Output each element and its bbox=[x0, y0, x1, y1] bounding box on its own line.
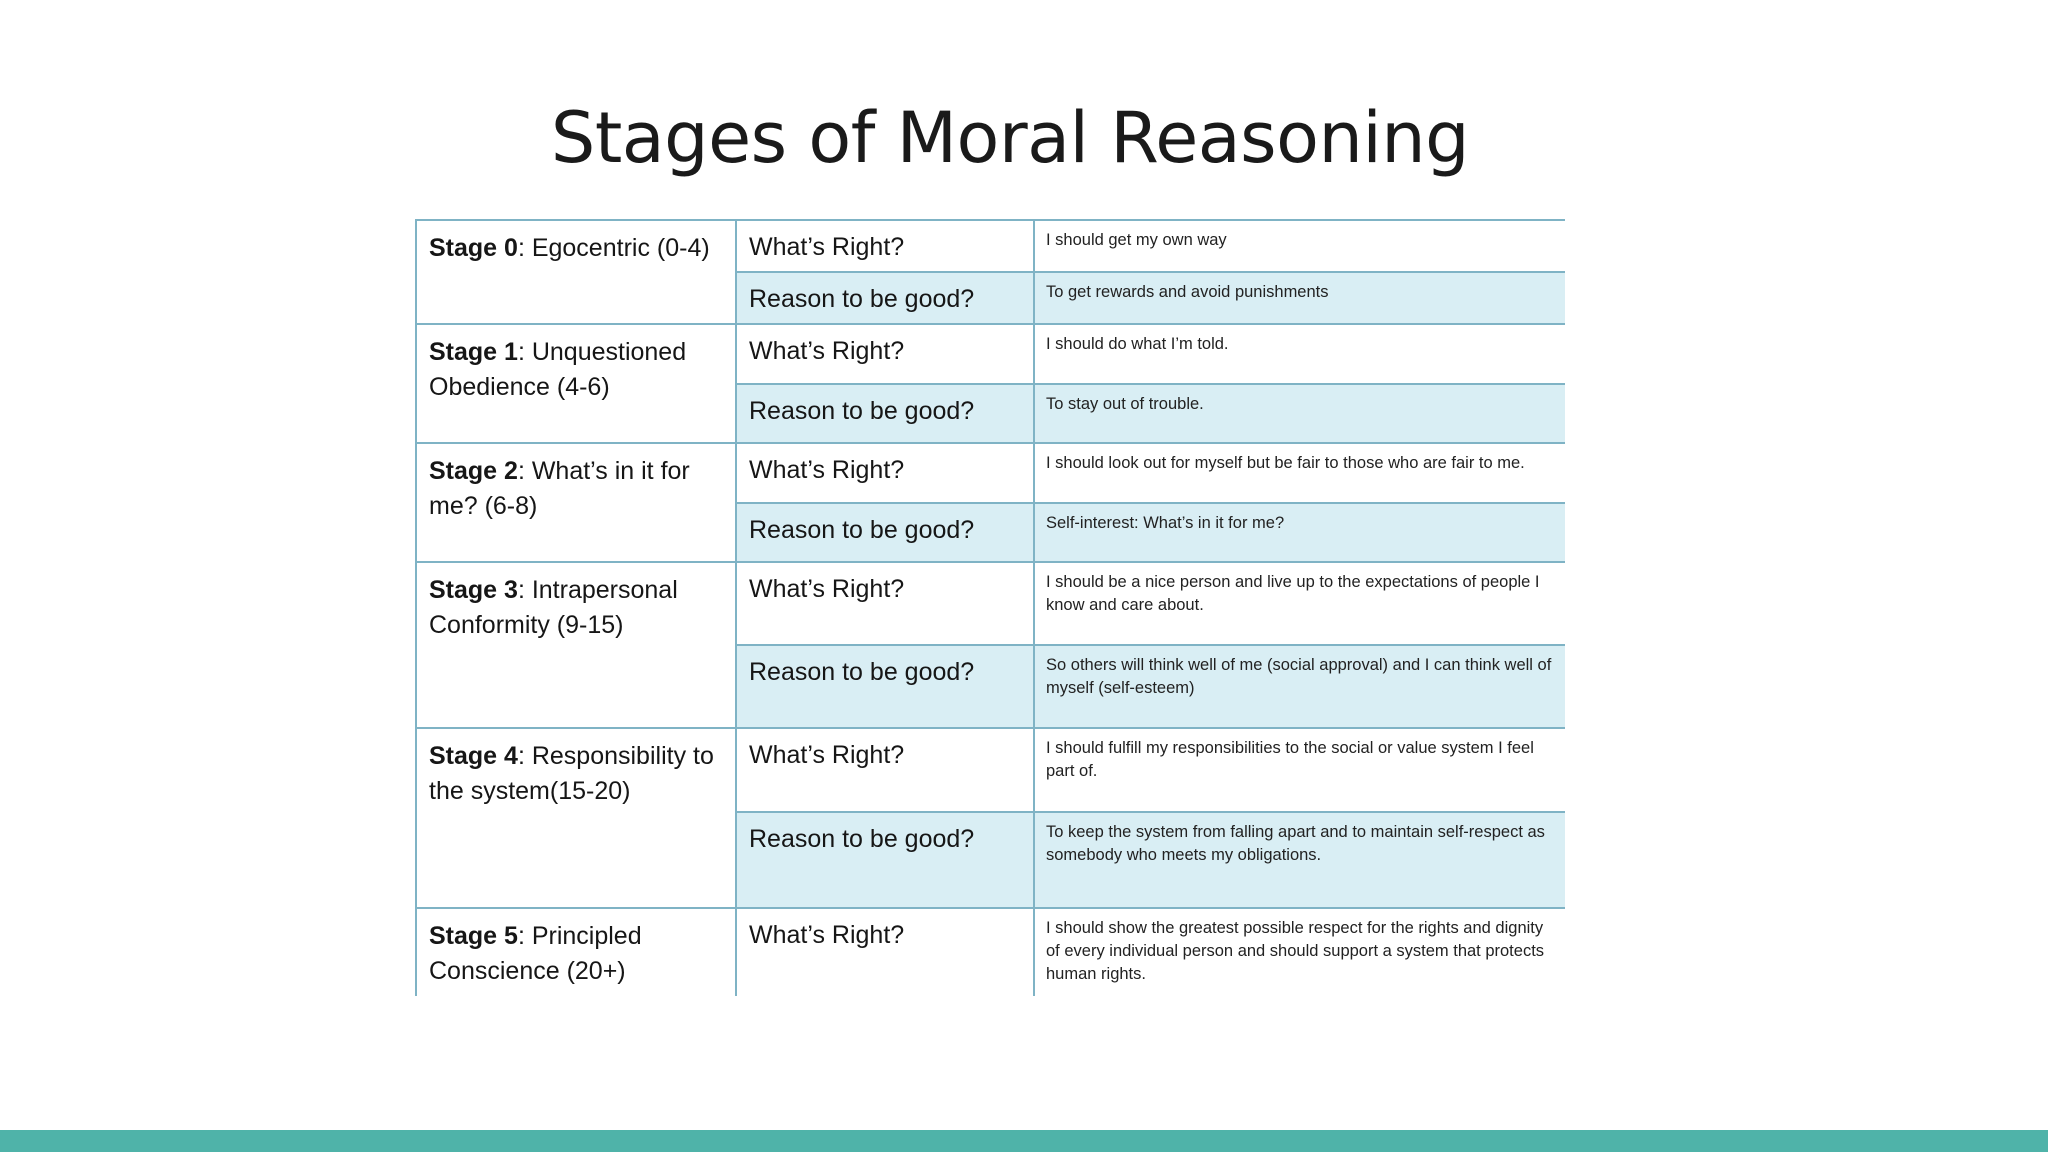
stage-number: Stage 1 bbox=[429, 338, 518, 366]
stage-description: : Responsibility to the system(15-20) bbox=[429, 742, 714, 805]
whats-right-text: I should get my own way bbox=[1034, 220, 1565, 272]
whats-right-text: I should show the greatest possible respect for the rights and dignity of every individual person and should support a system that protects human rights. bbox=[1034, 908, 1565, 996]
table-row bbox=[416, 324, 1565, 384]
accent-bar bbox=[0, 1130, 2048, 1152]
stage-number: Stage 2 bbox=[429, 457, 518, 485]
whats-right-label: What’s Right? bbox=[736, 562, 1034, 645]
reason-text: So others will think well of me (social approval) and I can think well of myself (self-esteem) bbox=[1034, 645, 1565, 728]
reason-text: Self-interest: What’s in it for me? bbox=[1034, 503, 1565, 562]
whats-right-label: What’s Right? bbox=[736, 220, 1034, 272]
table-row bbox=[416, 443, 1565, 503]
reason-text: To keep the system from falling apart and to maintain self-respect as somebody who meets my obligations. bbox=[1034, 812, 1565, 908]
reason-label: Reason to be good? bbox=[736, 272, 1034, 324]
whats-right-text: I should be a nice person and live up to the expectations of people I know and care about. bbox=[1034, 562, 1565, 645]
moral-reasoning-table bbox=[415, 219, 1565, 996]
reason-label: Reason to be good? bbox=[736, 812, 1034, 908]
stage-cell bbox=[416, 908, 736, 996]
whats-right-text: I should fulfill my responsibilities to the social or value system I feel part of. bbox=[1034, 728, 1565, 812]
stage-cell bbox=[416, 443, 736, 562]
stage-cell bbox=[416, 324, 736, 443]
stage-description: : Intrapersonal Conformity (9-15) bbox=[429, 576, 678, 639]
table-row bbox=[416, 220, 1565, 272]
stage-number: Stage 3 bbox=[429, 576, 518, 604]
reason-label: Reason to be good? bbox=[736, 503, 1034, 562]
stage-description: : What’s in it for me? (6-8) bbox=[429, 457, 690, 520]
whats-right-text: I should look out for myself but be fair to those who are fair to me. bbox=[1034, 443, 1565, 503]
whats-right-label: What’s Right? bbox=[736, 324, 1034, 384]
stage-description: : Unquestioned Obedience (4-6) bbox=[429, 338, 687, 401]
stage-cell bbox=[416, 728, 736, 908]
reason-label: Reason to be good? bbox=[736, 645, 1034, 728]
table-row bbox=[416, 908, 1565, 996]
stage-number: Stage 4 bbox=[429, 742, 518, 770]
whats-right-label: What’s Right? bbox=[736, 728, 1034, 812]
stage-cell bbox=[416, 220, 736, 324]
reason-label: Reason to be good? bbox=[736, 384, 1034, 443]
stage-cell bbox=[416, 562, 736, 728]
whats-right-label: What’s Right? bbox=[736, 443, 1034, 503]
reason-text: To stay out of trouble. bbox=[1034, 384, 1565, 443]
table-row bbox=[416, 728, 1565, 812]
stage-description: : Egocentric (0-4) bbox=[517, 234, 710, 262]
reason-text: To get rewards and avoid punishments bbox=[1034, 272, 1565, 324]
whats-right-label: What’s Right? bbox=[736, 908, 1034, 996]
whats-right-text: I should do what I’m told. bbox=[1034, 324, 1565, 384]
stage-number: Stage 5 bbox=[429, 922, 518, 950]
stage-number: Stage 0 bbox=[429, 234, 518, 262]
slide-title: Stages of Moral Reasoning bbox=[550, 97, 1470, 179]
table-row bbox=[416, 562, 1565, 645]
stage-description: : Principled Conscience (20+) bbox=[429, 922, 642, 985]
